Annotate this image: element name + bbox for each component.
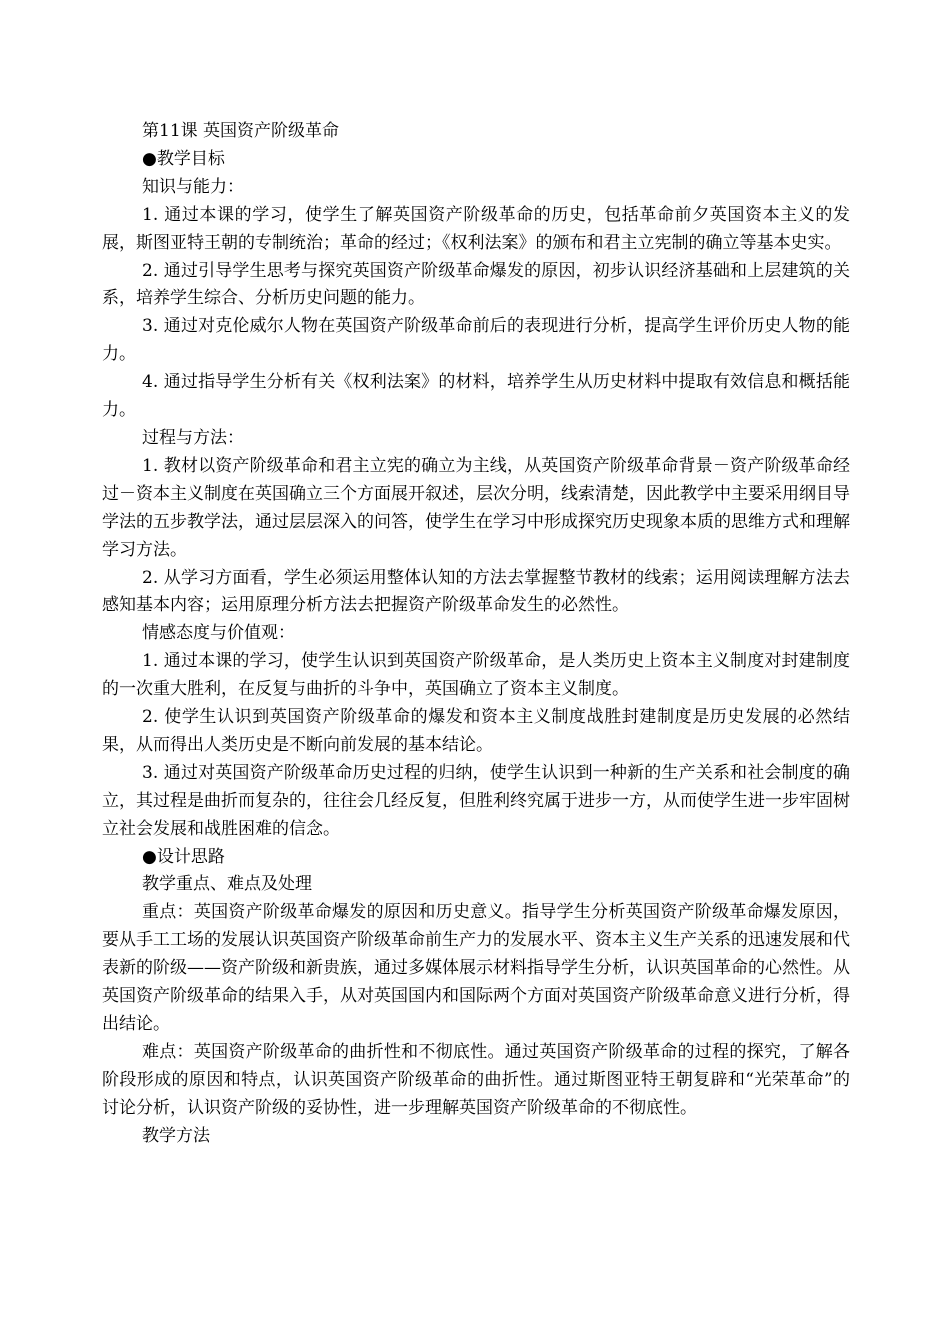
paragraph: 4. 通过指导学生分析有关《权利法案》的材料，培养学生从历史材料中提取有效信息和概括能力。 xyxy=(102,372,850,421)
subheading-knowledge: 知识与能力： xyxy=(142,176,244,197)
paragraph: 2. 使学生认识到英国资产阶级革命的爆发和资本主义制度战胜封建制度是历史发展的必然结果，从而得出人类历史是不断向前发展的基本结论。 xyxy=(102,707,850,755)
section-heading-objectives: ●教学目标 xyxy=(142,148,225,169)
subheading-process: 过程与方法： xyxy=(142,427,244,448)
subheading-focus: 教学重点、难点及处理 xyxy=(142,874,312,895)
paragraph: 3. 通过对英国资产阶级革命历史过程的归纳，使学生认识到一种新的生产关系和社会制度的确立，其过程是曲折而复杂的，往往会几经反复，但胜利终究属于进步一方，从而使学生进一步牢固树立社会发展和战胜困难的信念。 xyxy=(102,762,850,839)
paragraph-key-point: 重点：英国资产阶级革命爆发的原因和历史意义。指导学生分析英国资产阶级革命爆发原因，要从手工工场的发展认识英国资产阶级革命前生产力的发展水平、资本主义生产关系的迅速发展和代表新的阶级——资产阶级和新贵族，通过多媒体展示材料指导学生分析，认识英国革命的心然性。从英国资产阶级革命的结果入手，从对英国国内和国际两个方面对英国资产阶级革命意义进行分析，得出结论。 xyxy=(102,902,850,1034)
section-heading-design: ●设计思路 xyxy=(142,846,225,867)
paragraph: 2. 从学习方面看，学生必须运用整体认知的方法去掌握整节教材的线索；运用阅读理解方法去感知基本内容；运用原理分析方法去把握资产阶级革命发生的必然性。 xyxy=(102,567,850,616)
paragraph: 1. 通过本课的学习，使学生了解英国资产阶级革命的历史，包括革命前夕英国资本主义的发展，斯图亚特王朝的专制统治；革命的经过；《权利法案》的颁布和君主立宪制的确立等基本史实。 xyxy=(102,204,850,253)
paragraph-difficulty: 难点：英国资产阶级革命的曲折性和不彻底性。通过英国资产阶级革命的过程的探究，了解各阶段形成的原因和特点，认识英国资产阶级革命的曲折性。通过斯图亚特王朝复辟和“光荣革命”的讨论分析，认识资产阶级的妥协性，进一步理解英国资产阶级革命的不彻底性。 xyxy=(102,1041,850,1118)
paragraph: 1. 教材以资产阶级革命和君主立宪的确立为主线，从英国资产阶级革命背景－资产阶级革命经过－资本主义制度在英国确立三个方面展开叙述，层次分明，线索清楚，因此教学中主要采用纲目导学法的五步教学法，通过层层深入的问答，使学生在学习中形成探究历史现象本质的思维方式和理解学习方法。 xyxy=(102,455,850,560)
paragraph: 1. 通过本课的学习，使学生认识到英国资产阶级革命，是人类历史上资本主义制度对封建制度的一次重大胜利，在反复与曲折的斗争中，英国确立了资本主义制度。 xyxy=(102,651,850,700)
paragraph: 2. 通过引导学生思考与探究英国资产阶级革命爆发的原因，初步认识经济基础和上层建筑的关系，培养学生综合、分析历史问题的能力。 xyxy=(102,260,850,309)
lesson-title: 第11课 英国资产阶级革命 xyxy=(142,121,340,141)
subheading-methods: 教学方法 xyxy=(142,1125,210,1146)
paragraph: 3. 通过对克伦威尔人物在英国资产阶级革命前后的表现进行分析，提高学生评价历史人物的能力。 xyxy=(102,316,850,365)
subheading-values: 情感态度与价值观： xyxy=(142,623,295,644)
